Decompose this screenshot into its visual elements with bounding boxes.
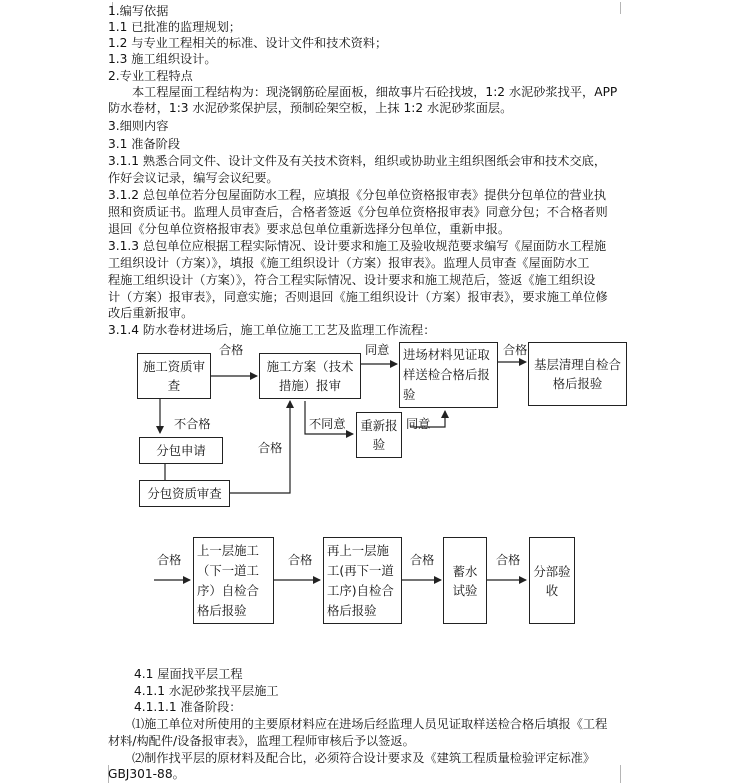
- flow2-box-prev-layer: 上一层施工（下一道工序）自检合格后报验: [193, 537, 274, 624]
- flow-box-resubmit: 重新报验: [356, 412, 402, 458]
- flow-box-plan-submission: 施工方案（技术措施）报审: [259, 353, 361, 399]
- clause-3-1-3-line-2: 工组织设计（方案）》，填报《施工组织设计（方案）报审表》。监理人员审查《屋面防水工: [108, 256, 590, 270]
- basis-item-3: 1.3 施工组织设计。: [108, 52, 217, 66]
- flow-box-material-inspection: 进场材料见证取样送检合格后报验: [399, 342, 498, 408]
- subsection-heading-mortar-leveling: 4.1.1 水泥砂浆找平层施工: [134, 684, 279, 698]
- basis-item-1: 1.1 已批准的监理规划；: [108, 20, 241, 34]
- item-1-line-1: ⑴施工单位对所使用的主要原材料应在进场后经监理人员见证取样送检合格后填报《工程: [132, 717, 608, 731]
- section-heading-basis: 1.编写依据: [108, 4, 169, 18]
- item-1-line-2: 材料/构配件/设备报审表》，监理工程师审核后予以签返。: [108, 734, 415, 748]
- clause-3-1-2-line-3: 退回《分包单位资格报审表》要求总包单位重新选择分包单位，重新申报。: [108, 222, 511, 236]
- item-2-line-2: GBJ301-88。: [108, 767, 185, 781]
- clause-3-1-3-line-3: 程施工组织设计（方案）》，符合工程实际情况、设计要求和施工规范后，签返《施工组织设: [108, 273, 596, 287]
- flow2-box-water-test: 蓄水试验: [443, 537, 487, 624]
- flow-label-pass-3: 合格: [258, 441, 283, 455]
- flow-box-subcontract-apply: 分包申请: [139, 437, 223, 464]
- flow2-label-pass-d: 合格: [496, 553, 521, 567]
- clause-3-1-1-line-1: 3.1.1 熟悉合同文件、设计文件及有关技术资料，组织或协助业主组织图纸会审和技术交底，: [108, 154, 607, 168]
- flow-box-base-clean: 基层清理自检合格后报验: [528, 342, 627, 406]
- basis-item-2: 1.2 与专业工程相关的标准、设计文件和技术资料；: [108, 36, 388, 50]
- subsection-heading-prep: 3.1 准备阶段: [108, 137, 181, 151]
- clause-3-1-2-line-2: 照和资质证书。监理人员审查后，合格者签返《分包单位资格报审表》同意分包；不合格者则: [108, 205, 608, 219]
- flow-label-pass-2: 合格: [503, 343, 528, 357]
- flow-box-qualification: 施工资质审查: [137, 353, 211, 399]
- section-heading-features: 2.专业工程特点: [108, 69, 193, 83]
- flow2-label-pass-b: 合格: [288, 553, 313, 567]
- clause-3-1-1-line-2: 作好会议记录，编写会议纪要。: [108, 171, 279, 185]
- clause-3-1-3-line-1: 3.1.3 总包单位应根据工程实际情况、设计要求和施工及验收规范要求编写《屋面防水工程施: [108, 239, 607, 253]
- clause-3-1-4: 3.1.4 防水卷材进场后，施工单位施工工艺及监理工作流程：: [108, 323, 436, 337]
- flow-label-disagree: 不同意: [309, 417, 346, 431]
- features-paragraph-line-1: 本工程屋面工程结构为：现浇钢筋砼屋面板，细故事片石砼找坡，1:2 水泥砂浆找平，APP: [132, 85, 618, 99]
- flow-label-pass-1: 合格: [219, 343, 244, 357]
- flow-label-fail: 不合格: [174, 417, 211, 431]
- section-heading-details: 3.细则内容: [108, 119, 169, 133]
- clause-3-1-3-line-5: 改后重新报审。: [108, 306, 194, 320]
- flow2-box-acceptance: 分部验收: [529, 537, 575, 624]
- clause-3-1-3-line-4: 计（方案）报审表》，同意实施；否则退回《施工组织设计（方案）报审表》，要求施工单位修: [108, 290, 608, 304]
- flow2-label-pass-c: 合格: [410, 553, 435, 567]
- section-heading-leveling: 4.1 屋面找平层工程: [134, 667, 243, 681]
- item-2-line-1: ⑵制作找平层的原材料及配合比，必须符合设计要求及《建筑工程质量检验评定标准》: [132, 751, 596, 765]
- subsection-heading-prep-stage: 4.1.1.1 准备阶段：: [134, 700, 242, 714]
- flow2-label-pass-a: 合格: [157, 553, 182, 567]
- features-paragraph-line-2: 防水卷材，1:3 水泥砂浆保护层，预制砼架空板，上抹 1:2 水泥砂浆面层。: [108, 101, 513, 115]
- flow2-box-next-layer: 再上一层施工(再下一道工序)自检合格后报验: [323, 537, 402, 624]
- flow-box-subcontract-review: 分包资质审查: [139, 480, 230, 507]
- flow-label-agree-2: 同意: [406, 417, 431, 431]
- clause-3-1-2-line-1: 3.1.2 总包单位若分包屋面防水工程，应填报《分包单位资格报审表》提供分包单位的营业执: [108, 188, 607, 202]
- flow-label-agree-1: 同意: [365, 343, 390, 357]
